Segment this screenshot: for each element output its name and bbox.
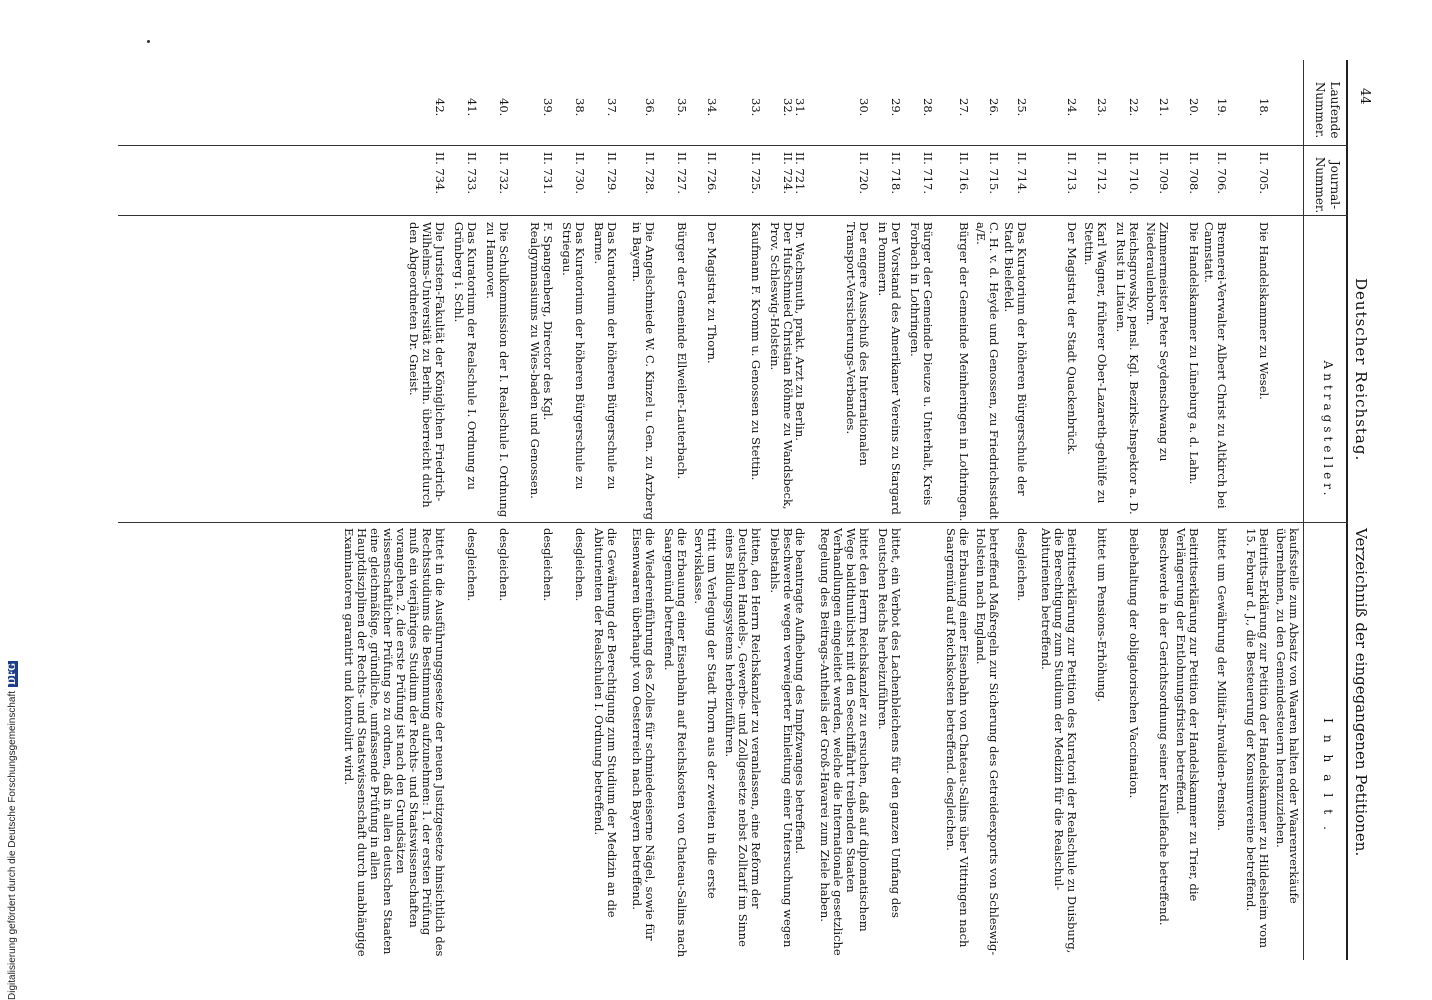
petition-content: die beantragte Aufhebung des Impfzwanges betreffend. — [793, 528, 807, 854]
petitioner: Der engere Ausschuß des Internationalen Transport-Versicherungs-Verbandes. — [844, 222, 871, 466]
petition-content: die Erbauung einer Eisenbahn von Chateau-Salins über Vittringen nach Saargemünd auf Reichskosten betreffend. desgleichen. — [944, 528, 971, 948]
journal-number: II. 710. — [1127, 152, 1141, 195]
journal-number: II. 729. — [605, 152, 619, 195]
petition-content: die Gewährung der Berechtigung zum Studium der Medizin an die Abiturienten der Realschulen I. Ordnung betreffend. — [592, 528, 619, 918]
footer-strip — [0, 0, 18, 1000]
row-number: 31. — [793, 98, 807, 117]
header-title: Deutscher Reichstag. — [1352, 278, 1370, 462]
row-number: 25. — [1015, 98, 1029, 117]
document-page — [90, 0, 1380, 1000]
journal-number: II. 708. — [1187, 152, 1201, 195]
petitioner: Die Handelskammer zu Lüneburg a. d. Lahn. — [1187, 222, 1201, 485]
row-number: 42. — [433, 98, 447, 117]
petition-content: Beschwerde wegen verweigerter Einleitung einer Untersuchung wegen Diebstahls. — [768, 528, 795, 948]
petitioner: Die Schulkommission der I. Realschule I. Ordnung zu Hannover. — [484, 222, 511, 518]
petitioner: Die Juristen-Fakultät der Königlichen Friedrich-Wilhelms-Universität zu Berlin. überreicht durch den Abgeordneten Dr. Gneist. — [407, 222, 447, 508]
journal-number: II. 706. — [1215, 152, 1229, 195]
column-header-laufende-nummer: Laufende Nummer. — [1313, 81, 1342, 139]
petitioner: Die Angelschmiede W. C. Kinzel u. Gen. zu Arzberg in Bayern. — [630, 222, 657, 521]
dfg-logo: DFG — [8, 663, 18, 685]
row-number: 34. — [705, 98, 719, 117]
petitioner: Reichsgrowsky, pensl. Kgl. Bezirks-Inspektor a. D. zu Rust in Litauen. — [1114, 222, 1141, 515]
journal-number: II. 713. — [1065, 152, 1079, 195]
journal-number: II. 717. — [921, 152, 935, 195]
petition-content: bittet, ein Verbot des Lachenbleichens für den ganzen Umfang des Deutschen Reichs herbeizuführen. — [876, 528, 903, 918]
journal-number: II. 727. — [675, 152, 689, 195]
row-number: 41. — [465, 98, 479, 117]
header-rule — [1303, 60, 1304, 960]
petitioner: Bürger der Gemeinde Dieuze u. Unterhalt, Kreis Forbach in Lothringen. — [908, 222, 935, 506]
header-subtitle: Verzeichniß der eingegangenen Petitionen. — [1352, 528, 1370, 857]
row-number: 23. — [1095, 98, 1109, 117]
row-number: 20. — [1187, 98, 1201, 117]
petition-content: die Wiedereinführung des Zolles für schmiedeeiserne Nägel, sowie für Eisenwaaren überhaupt von Oesterreich nach Bayern betreffend. — [630, 528, 657, 941]
row-number: 36. — [643, 98, 657, 117]
journal-number: II. 718. — [889, 152, 903, 195]
row-number: 38. — [573, 98, 587, 117]
petitioner: Das Kuratorium der höheren Bürgerschule der Stadt Bielefeld. — [1002, 222, 1029, 496]
row-number: 39. — [541, 98, 555, 117]
petitioner: F. Spangenberg, Director des Kgl. Realgymnasiums zu Wies-baden und Genossen. — [528, 222, 555, 499]
column-header-journal-nummer: Journal-Nummer. — [1313, 156, 1342, 214]
journal-number: II. 705. — [1257, 152, 1271, 195]
petitioner: Kaufmann F. Kromm u. Genossen zu Stettin. — [749, 222, 763, 481]
row-number: 40. — [497, 98, 511, 117]
petition-content: die Erbauung einer Eisenbahn auf Reichskosten von Chateau-Salins nach Saargemünd betreffend. — [662, 528, 689, 958]
journal-number: II. 715. — [987, 152, 1001, 195]
journal-number: II. 730. — [573, 152, 587, 195]
row-number: 19. — [1215, 98, 1229, 117]
petitioner: Bürger der Gemeinde Ellweiler-Lauterbach. — [675, 222, 689, 480]
row-number: 33. — [749, 98, 763, 117]
journal-number: II. 716. — [957, 152, 971, 195]
row-number: 30. — [857, 98, 871, 117]
petition-content: tritt um Verlegung der Stadt Thorn aus der zweiten in die erste Servisklasse. — [692, 528, 719, 899]
journal-number: II. 720. — [857, 152, 871, 195]
petition-content: desgleichen. — [573, 528, 587, 602]
petition-content: bittet in die Ausführungsgesetze der neuen Justizgesetze hinsichtlich des Rechtsstudiums die Bestimmung aufzunehmen: 1. der ersten Prüfung muß ein vierjähriges Studium der Rechts- und Staatswissenschaften vorangehen. 2. die erste Prüfung ist nach den Grundsätzen wissenschaftlicher Prüfung so zu ordnen, daß in allen deutschen Staaten eine gleichmäßige, gründliche, umfassende Prüfung in allen Hauptdisziplinen der Rechts- und Staatswissenschaft durch unabhängige Examinatoren garantirt und kontrolirt wird. — [342, 528, 447, 957]
petition-content: bittet um Gewährung der Militär-Invaliden-Pension. — [1215, 528, 1229, 831]
page-number: 44 — [1357, 88, 1372, 105]
petition-content: Beitrittserklärung zur Petition des Kuratorii der Realschule zu Duisburg, die Berechtigung zum Studium der Medizin für die Realschul-Abiturienten betreffend. — [1039, 528, 1079, 954]
petitioner: Das Kuratorium der höheren Bürgerschule zu Striegau. — [560, 222, 587, 490]
petition-content: bittet um Pensions-Erhöhung. — [1095, 528, 1109, 702]
petitioner: Der Hufschmied Christian Röhme zu Wandsbeck, Prov. Schleswig-Holstein. — [768, 222, 795, 510]
petitioner: Der Magistrat der Stadt Quackenbrück. — [1065, 222, 1079, 455]
petitioner: Der Vorstand des Amerikaner Vereins zu Stargard in Pommern. — [876, 222, 903, 515]
column-header-antragsteller: Antragsteller. — [1321, 360, 1335, 500]
column-divider — [118, 145, 1348, 146]
journal-number: II. 728. — [643, 152, 657, 195]
row-number: 37. — [605, 98, 619, 117]
journal-number: II. 721. — [793, 152, 807, 195]
row-number: 29. — [889, 98, 903, 117]
footer-text: Digitalisierung gefördert durch die Deutsche Forschungsgemeinschaft — [7, 690, 18, 1000]
petition-content: kaufsstelle zum Absatz von Waaren halten oder Waarenverkäufe übernehmen, zu den Gemeindesteuern heranzuziehen. — [1274, 528, 1301, 904]
journal-number: II. 709. — [1157, 152, 1171, 195]
petition-content: desgleichen. — [1015, 528, 1029, 602]
journal-number: II. 725. — [749, 152, 763, 195]
journal-number: II. 732. — [497, 152, 511, 195]
petition-content: Beitritts-Erklärung zur Petition der Handelskammer zu Hildesheim vom 15. Februar d. J., die Besteuerung der Konsumvereine betreffend. — [1244, 528, 1271, 949]
petition-content: betreffend Maßregeln zur Sicherung des Getreideexports von Schleswig-Holstein nach England. — [974, 528, 1001, 956]
journal-number: II. 731. — [541, 152, 555, 195]
journal-number: II. 733. — [465, 152, 479, 195]
row-number: 27. — [957, 98, 971, 117]
petitioner: Zimmermeister Peter Seydenschwang zu Niederaulenborn. — [1144, 222, 1171, 462]
petition-content: Beschwerde in der Gerichtsordnung seiner Kurallefache betreffend. — [1157, 528, 1171, 926]
row-number: 22. — [1127, 98, 1141, 117]
petitioner: Das Kuratorium der höheren Bürgerschule zu Barme. — [592, 222, 619, 490]
petition-content: bitten, den Herrn Reichskanzler zu veranlassen, eine Reform der Deutschen Handels-, Gewerbe- und Zollgesetze nebst Zolltarif im Sinne eines Bildungssystems herbeizuführen. — [723, 528, 763, 947]
petitioner: C. H. v. d. Heyde und Genossen, zu Friedrichsstadt a/E. — [974, 222, 1001, 520]
petitioner: Die Handelskammer zu Wesel. — [1257, 222, 1271, 400]
petition-content: Beibehaltung der obligatorischen Vaccination. — [1127, 528, 1141, 799]
column-divider — [118, 215, 1348, 216]
row-number: 21. — [1157, 98, 1171, 117]
petition-content: desgleichen. — [497, 528, 511, 602]
journal-number: II. 724. — [781, 152, 795, 195]
petition-content: bittet den Herrn Reichskanzler zu ersuchen, daß auf diplomatischem Wege baldthunlichst mit den Seeschiffahrt treibenden Staaten Verhandlungen eingeleitet werden, welche die Internationale gesetzliche Regelung des Beitrags-Antheils der Groß-Havarei zum Ziele haben. — [818, 528, 871, 956]
journal-number: II. 726. — [705, 152, 719, 195]
column-header-inhalt: Inhalt. — [1321, 718, 1335, 842]
journal-number: II. 734. — [433, 152, 447, 195]
petitioner: Karl Wagner, früherer Ober-Lazareth-gehülfe zu Stettin. — [1082, 222, 1109, 504]
row-number: 18. — [1257, 98, 1271, 117]
journal-number: II. 712. — [1095, 152, 1109, 195]
column-divider — [118, 522, 1348, 523]
petition-content: desgleichen. — [465, 528, 479, 602]
scan-speck — [147, 40, 150, 43]
row-number: 32. — [781, 98, 795, 117]
journal-number: II. 714. — [1015, 152, 1029, 195]
petitioner: Bürger der Gemeinde Meinheringen in Lothringen. — [957, 222, 971, 522]
petition-content: Beitrittserklärung zur Petition der Handelskammer zu Trier, die Verlängerung der Entlohnungsfristen betreffend. — [1174, 528, 1201, 902]
petitioner: Der Magistrat zu Thorn. — [705, 222, 719, 364]
petitioner: Brennerei-Verwalter Albert Christ zu Altkirch bei Cannstatt. — [1202, 222, 1229, 509]
row-number: 26. — [987, 98, 1001, 117]
petitioner: Das Kuratorium der Realschule I. Ordnung zu Grünberg i. Schl. — [452, 222, 479, 490]
row-number: 28. — [921, 98, 935, 117]
row-number: 24. — [1065, 98, 1079, 117]
top-rule — [1346, 60, 1348, 960]
petition-content: desgleichen. — [541, 528, 555, 602]
row-number: 35. — [675, 98, 689, 117]
petitioner: Dr. Wachsmuth, prakt. Arzt zu Berlin. — [793, 222, 807, 441]
